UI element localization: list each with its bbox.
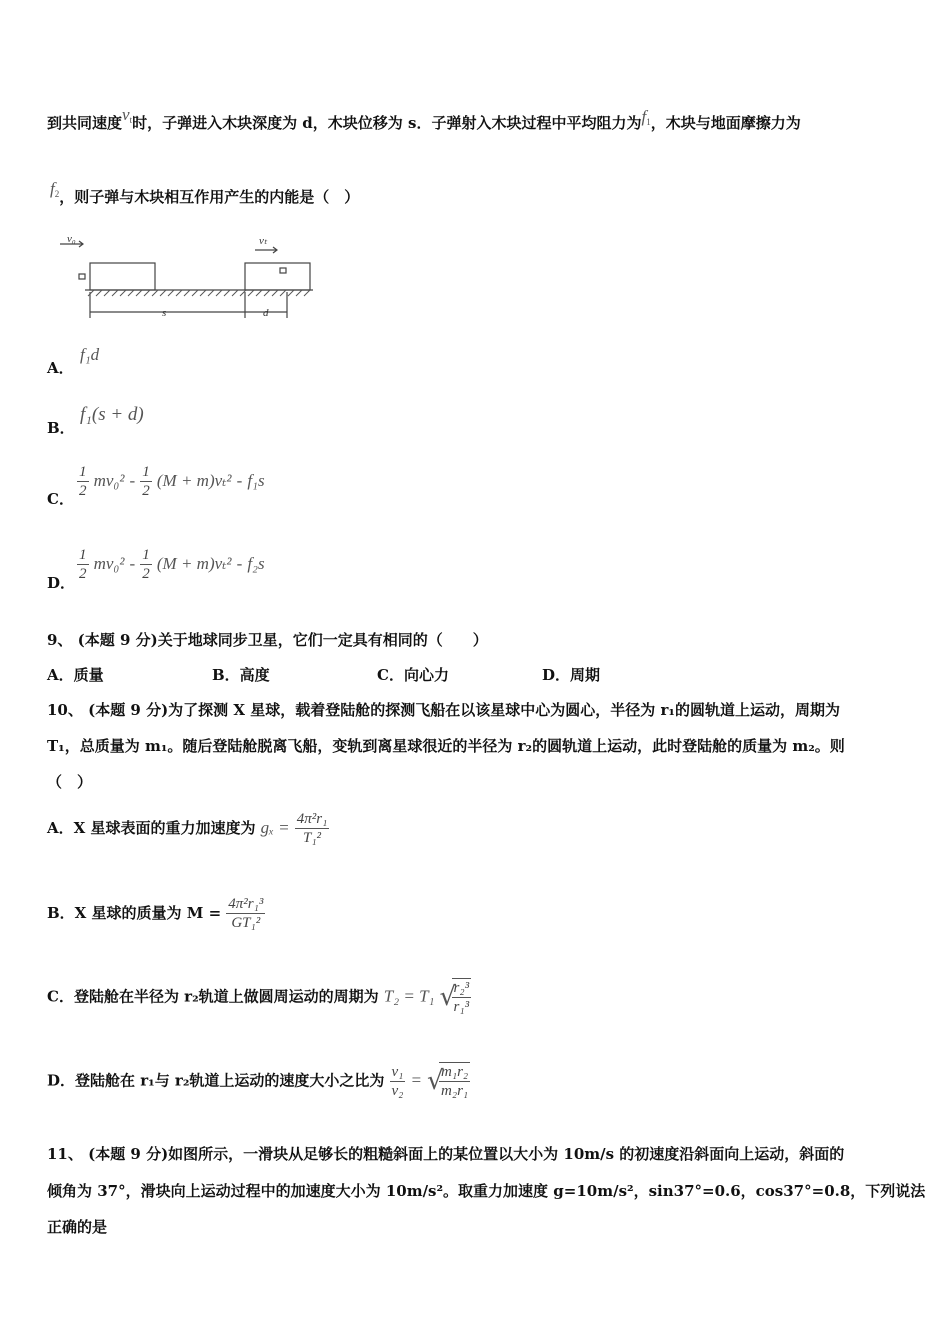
q10-a-text: A．X 星球表面的重力加速度为 — [47, 819, 256, 837]
q8-option-b-label: B． — [47, 419, 75, 437]
sqrt-symbol: √ $\frac{\text{r₂³}}{\text{r₁³}}$ — [439, 980, 470, 1015]
q9-option-b: B．高度 — [212, 666, 270, 684]
q10-b-den: GT₁² — [231, 915, 261, 931]
vt-letter: v — [122, 105, 130, 124]
c-tail: f₁s — [247, 471, 265, 490]
q10-d-den: m₂r₁ — [441, 1083, 469, 1099]
q8-option-a-label: A． — [47, 359, 74, 377]
q10-b-num: 4π²r₁³ — [228, 896, 264, 912]
q8-option-a-expr: f₁d — [80, 345, 100, 364]
mv0-term: mv₀² — [93, 554, 125, 573]
q8-text-b: 时，子弹进入木块深度为 d，木块位移为 s．子弹射入木块过程中平均阻力为 — [132, 114, 642, 132]
vt-sub: t — [129, 115, 133, 125]
q8-option-d — [47, 572, 75, 593]
q8-option-c — [47, 488, 74, 509]
q8-option-b — [47, 417, 75, 438]
minus-sign: - — [129, 554, 136, 573]
f1-sub: 1 — [646, 117, 651, 127]
q10-c-text: C．登陆舱在半径为 r₂轨道上做圆周运动的周期为 — [47, 987, 379, 1006]
q9-option-d: D．周期 — [542, 666, 601, 684]
q10-c-num: r₂³ — [453, 980, 470, 996]
q10-stem-l1: 10、 (本题 9 分)为了探测 X 星球，载着登陆舱的探测飞船在以该星球中心为圆心，半径为 r₁的圆轨道上运动，周期为 — [47, 701, 840, 719]
fig-v0-label: v₀ — [67, 233, 76, 245]
Mm-term: (M + m)vₜ² — [156, 554, 232, 573]
q10-d-lnum: v₁ — [391, 1063, 404, 1080]
equals-sign: = — [410, 1070, 422, 1090]
fig-d-label: d — [263, 307, 269, 319]
frac-half-c1 — [77, 463, 89, 500]
frac-den: 2 — [142, 483, 150, 499]
frac-num: 1 — [79, 464, 87, 480]
q9-option-a: A．质量 — [47, 666, 104, 684]
q8-option-d-label: D． — [47, 574, 76, 592]
q10-option-a — [47, 810, 329, 847]
f2-letter: f — [50, 179, 55, 198]
frac-den: 2 — [142, 566, 150, 582]
q10-d-num: m₁r₂ — [441, 1064, 469, 1080]
sqrt-symbol: √ $\frac{\text{m₁r₂}}{\text{m₂r₁}}$ — [427, 1064, 469, 1099]
q8-option-b-expr: f₁(s + d) — [80, 404, 144, 425]
frac-half-d1 — [77, 546, 89, 583]
q10-option-b — [47, 895, 265, 932]
q10-stem-l2: T₁，总质量为 m₁。随后登陆舱脱离飞船，变轨到离星球很近的半径为 r₂的圆轨道上运动，此时登陆舱的质量为 m₂。则 — [47, 737, 845, 755]
q10-d-text: D．登陆舱在 r₁与 r₂轨道上运动的速度大小之比为 — [47, 1071, 385, 1090]
minus-sign: - — [236, 471, 243, 490]
q8-line2 — [50, 179, 360, 213]
q8-option-d-expr — [77, 546, 265, 583]
Mm-term: (M + m)vₜ² — [156, 471, 232, 490]
frac-num: 1 — [79, 547, 87, 563]
q10-b-frac — [226, 895, 265, 932]
q10-a-frac — [295, 810, 330, 847]
q9-stem: 9、 (本题 9 分)关于地球同步卫星，它们一定具有相同的（ ） — [47, 631, 488, 649]
frac-num: 1 — [142, 464, 150, 480]
q10-a-num: 4π²r₁ — [296, 811, 328, 827]
q8-option-c-label: C． — [47, 490, 74, 508]
q10-b-text: B．X 星球的质量为 M = — [47, 904, 222, 922]
bullet-block-figure — [55, 232, 325, 327]
q9-option-c: C．向心力 — [377, 666, 449, 684]
f2-sub: 2 — [54, 189, 60, 199]
f1-letter: f — [641, 107, 647, 126]
q10-stem-l3: （ ） — [47, 773, 93, 791]
vt-symbol — [122, 105, 132, 124]
q10-c-lhs: T₂ = T₁ — [383, 986, 435, 1006]
q10-a-lhs: gₓ = — [260, 818, 290, 837]
fig-s-label: s — [162, 307, 167, 319]
q8-option-a — [47, 357, 74, 378]
q8-option-c-expr — [77, 463, 265, 500]
q11-l2: 倾角为 37°，滑块向上运动过程中的加速度大小为 10m/s²。取重力加速度 g=10m/s²，sin37°=0.6，cos37°=0.8，下列说法 — [47, 1182, 926, 1200]
minus-sign: - — [236, 554, 243, 573]
f1-symbol — [641, 107, 650, 126]
q10-d-lden: v₂ — [391, 1082, 404, 1099]
q10-d-lfrac — [390, 1063, 406, 1100]
q10-a-den: T₁² — [303, 830, 322, 846]
q11-l1: 11、 (本题 9 分)如图所示，一滑块从足够长的粗糙斜面上的某位置以大小为 10m/s 的初速度沿斜面向上运动，斜面的 — [47, 1145, 845, 1163]
frac-num: 1 — [142, 547, 150, 563]
q8-text-d: ，则子弹与木块相互作用产生的内能是（ ） — [59, 188, 360, 206]
fig-vt-label: vₜ — [259, 235, 268, 247]
q10-c-den: r₁³ — [453, 999, 470, 1015]
f2-symbol — [50, 179, 59, 198]
q10-option-c — [47, 978, 471, 1016]
frac-den: 2 — [79, 483, 87, 499]
q8-text-c: ，木块与地面摩擦力为 — [650, 114, 801, 132]
q10-option-d — [47, 1062, 470, 1100]
minus-sign: - — [129, 471, 136, 490]
frac-den: 2 — [79, 566, 87, 582]
q11-l3: 正确的是 — [47, 1218, 108, 1236]
q8-text-a: 到共同速度 — [47, 114, 123, 132]
d-tail: f₂s — [247, 554, 265, 573]
frac-half-d2 — [140, 546, 152, 583]
frac-half-c2 — [140, 463, 152, 500]
mv0-term: mv₀² — [93, 471, 125, 490]
q8-line1 — [47, 105, 801, 139]
